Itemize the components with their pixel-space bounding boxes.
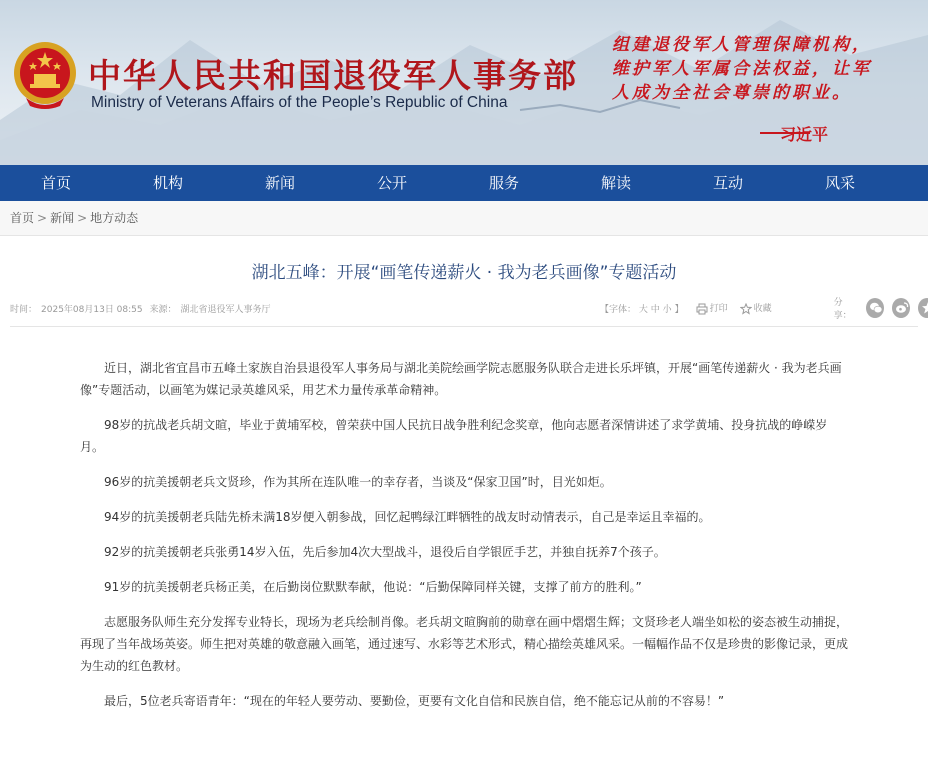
nav-item-news[interactable]: 新闻 [264, 174, 295, 192]
font-label-end: 】 [674, 304, 684, 315]
wechat-icon [869, 301, 883, 315]
quote-author: 习近平 [780, 125, 829, 144]
nav-item-home[interactable]: 首页 [40, 174, 71, 192]
font-size-control [600, 302, 684, 315]
article-paragraph: 98岁的抗战老兵胡文暄，毕业于黄埔军校，曾荣获中国人民抗日战争胜利纪念奖章，他向志愿者深情讲述了求学黄埔、投身抗战的峥嵘岁月。 [80, 418, 828, 454]
main-nav [0, 165, 928, 201]
article-source: 湖北省退役军人事务厅 [180, 305, 271, 315]
article-paragraph: 92岁的抗美援朝老兵张勇14岁入伍，先后参加4次大型战斗，退役后自学银匠手艺，并独自抚养7个孩子。 [104, 545, 666, 559]
qzone-share-button[interactable] [918, 298, 928, 318]
favorite-button[interactable] [740, 301, 772, 315]
publish-time: 2025年08月13日 08:55 [41, 305, 143, 315]
weibo-share-button[interactable] [892, 298, 910, 318]
source-label: 来源： [149, 305, 177, 315]
star-icon [740, 303, 752, 315]
print-label: 打印 [709, 304, 728, 315]
time-label: 时间： [10, 305, 38, 315]
breadcrumb [0, 201, 928, 236]
breadcrumb-separator: > [77, 211, 88, 225]
share-label: 分享： [833, 298, 852, 321]
print-icon [696, 303, 708, 315]
article-paragraph: 94岁的抗美援朝老兵陆先桥未满18岁便入朝参战，回忆起鸭绿江畔牺牲的战友时动情表示，自己是幸运且幸福的。 [104, 510, 711, 524]
site-title: 中华人民共和国退役军人事务部 [88, 56, 578, 95]
nav-item-interpretation[interactable]: 解读 [600, 174, 631, 192]
weibo-icon [895, 301, 909, 315]
breadcrumb-separator: > [37, 211, 48, 225]
font-small-button[interactable]: 小 [662, 304, 672, 315]
article-meta-bar [10, 296, 918, 327]
article-meta [10, 302, 275, 315]
nav-item-showcase[interactable]: 风采 [824, 174, 855, 192]
breadcrumb-news[interactable]: 新闻 [50, 211, 75, 225]
article-paragraph: 志愿服务队师生充分发挥专业特长，现场为老兵绘制肖像。老兵胡文暄胸前的勋章在画中熠熠生辉；文贤珍老人端坐如松的姿态被生动捕捉，再现了当年战场英姿。师生把对英雄的敬意融入画笔，通过速写、水彩等艺术形式，精心描绘英雄风采。一幅幅作品不仅是珍贵的影像记录，更成为生动的红色教材。 [80, 615, 849, 673]
leader-quote: 组建退役军人管理保障机构，维护军人军属合法权益，让军人成为全社会尊崇的职业。 [612, 35, 872, 103]
nav-item-public[interactable]: 公开 [376, 174, 407, 192]
article-paragraph: 近日，湖北省宜昌市五峰土家族自治县退役军人事务局与湖北美院绘画学院志愿服务队联合走进长乐坪镇，开展“画笔传递薪火 · 我为老兵画像”专题活动，以画笔为媒记录英雄风采，用艺术力量传承革命精神。 [80, 361, 842, 397]
article-body [80, 357, 848, 712]
site-header [0, 0, 928, 165]
favorite-label: 收藏 [753, 304, 772, 315]
nav-item-interaction[interactable]: 互动 [712, 174, 743, 192]
site-subtitle: Ministry of Veterans Affairs of the People’s Republic of China [91, 94, 508, 111]
font-medium-button[interactable]: 中 [650, 304, 660, 315]
article-title: 湖北五峰：开展“画笔传递薪火 · 我为老兵画像”专题活动 [251, 263, 677, 283]
breadcrumb-local-news[interactable]: 地方动态 [90, 211, 139, 225]
wechat-share-button[interactable] [866, 298, 884, 318]
article-tools [600, 296, 928, 320]
breadcrumb-home[interactable]: 首页 [10, 211, 35, 225]
nav-item-organization[interactable]: 机构 [152, 174, 183, 192]
font-label: 【字体： [600, 304, 637, 315]
print-button[interactable] [696, 301, 728, 315]
article-paragraph: 91岁的抗美援朝老兵杨正美，在后勤岗位默默奉献，他说：“后勤保障同样关键，支撑了前方的胜利。” [104, 580, 642, 594]
article-paragraph: 96岁的抗美援朝老兵文贤珍，作为其所在连队唯一的幸存者，当谈及“保家卫国”时，目光如炬。 [104, 475, 612, 489]
national-emblem-icon [12, 40, 78, 112]
article-paragraph: 最后，5位老兵寄语青年：“现在的年轻人要劳动、要勤俭，更要有文化自信和民族自信，绝不能忘记从前的不容易！” [104, 694, 725, 708]
font-large-button[interactable]: 大 [638, 304, 648, 315]
qzone-star-icon [921, 301, 928, 315]
nav-item-services[interactable]: 服务 [488, 174, 519, 192]
